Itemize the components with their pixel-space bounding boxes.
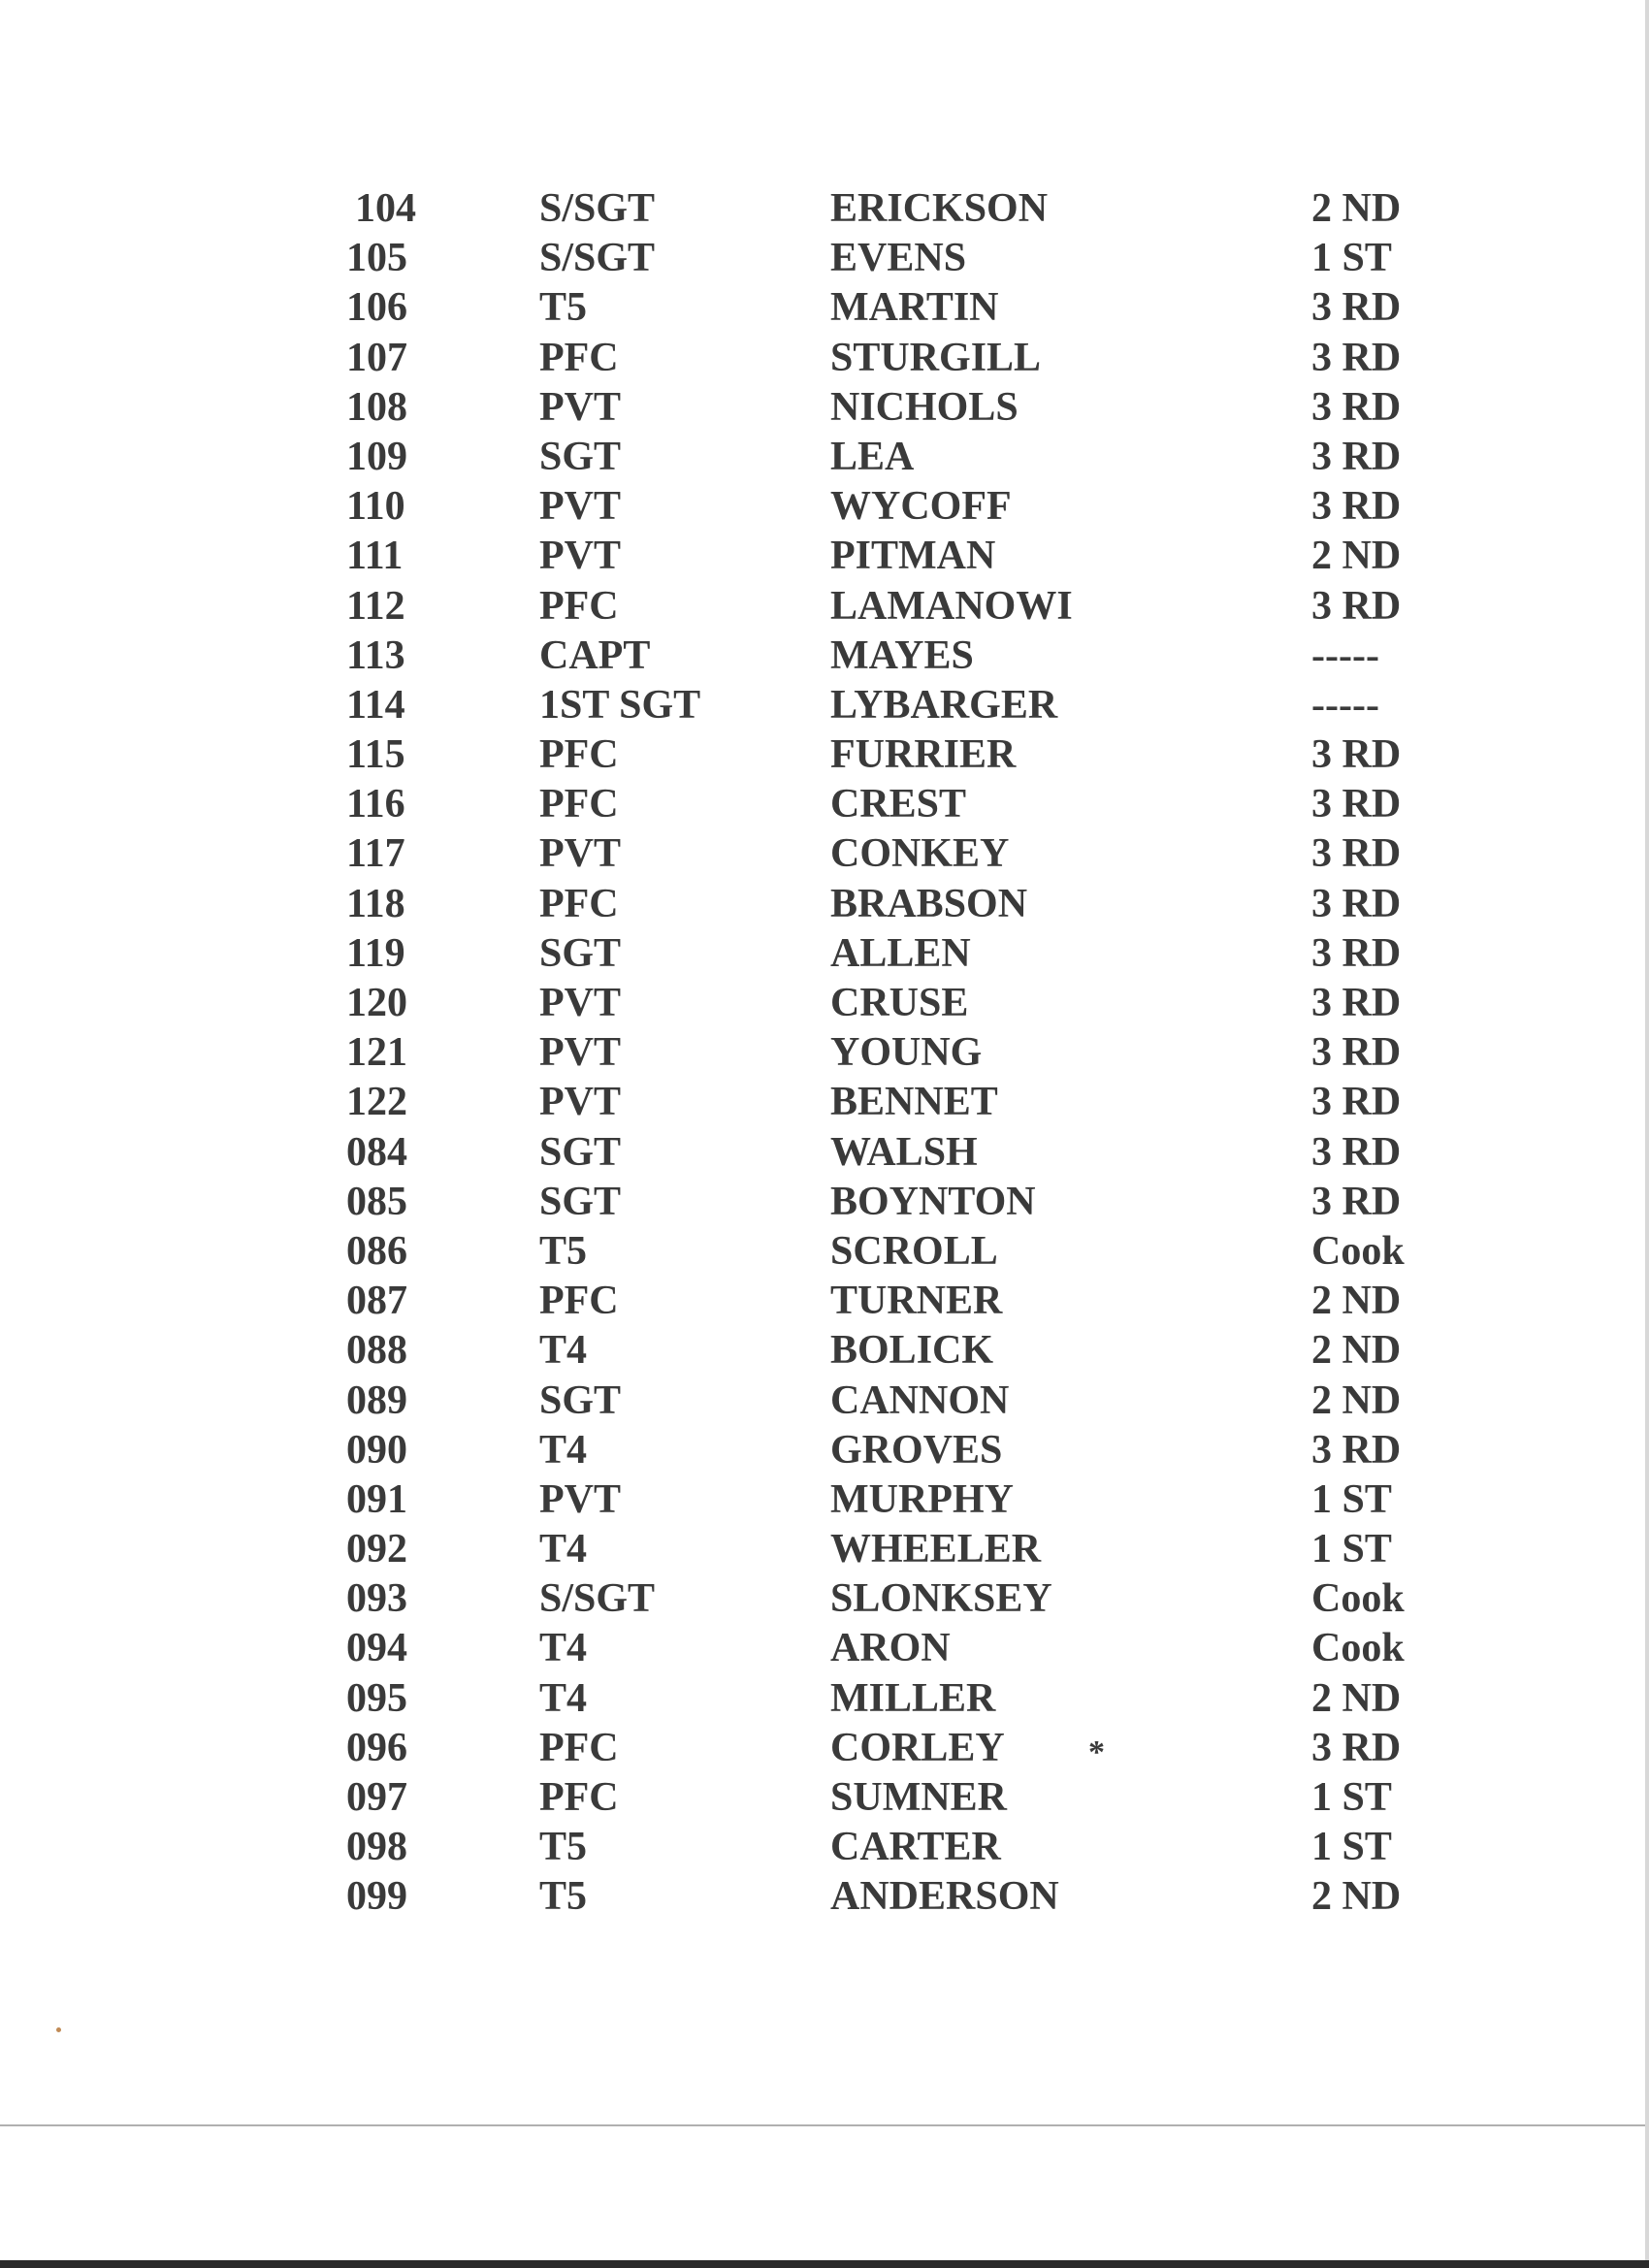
roster-class: 3 RD — [1311, 831, 1402, 877]
roster-rank: T4 — [539, 1427, 588, 1473]
roster-name: ERICKSON — [830, 186, 1049, 231]
roster-rank: PVT — [539, 484, 621, 530]
roster-rank: PFC — [539, 732, 619, 778]
roster-row — [0, 582, 1649, 632]
roster-class: 3 RD — [1311, 285, 1402, 331]
scan-speck — [56, 2027, 61, 2032]
roster-name: BOYNTON — [830, 1179, 1036, 1224]
roster-row — [0, 1128, 1649, 1178]
roster-number: 111 — [346, 534, 404, 579]
roster-row — [0, 1028, 1649, 1078]
roster-name: NICHOLS — [830, 384, 1018, 430]
roster-rank: T5 — [539, 1825, 588, 1870]
roster-name: WYCOFF — [830, 484, 1012, 530]
roster-number: 113 — [346, 632, 405, 678]
roster-row — [0, 1724, 1649, 1773]
roster-class: 3 RD — [1311, 583, 1402, 629]
roster-class: 3 RD — [1311, 335, 1402, 380]
roster-name: GROVES — [830, 1427, 1003, 1473]
roster-number: 089 — [346, 1377, 407, 1423]
roster-number: 098 — [346, 1825, 407, 1870]
roster-number: 120 — [346, 981, 407, 1025]
roster-name: MAYES — [830, 632, 974, 678]
roster-number: 115 — [346, 732, 405, 778]
roster-rank: PFC — [539, 1725, 619, 1770]
roster-name: LEA — [830, 434, 915, 479]
roster-class: 2 ND — [1311, 186, 1402, 231]
roster-number: 085 — [346, 1179, 407, 1224]
roster-number: 112 — [346, 583, 405, 629]
roster-class: 3 RD — [1311, 384, 1402, 430]
roster-row — [0, 383, 1649, 433]
roster-rank: PVT — [539, 1476, 621, 1522]
roster-rank: PFC — [539, 335, 619, 380]
roster-number: 117 — [346, 831, 405, 877]
roster-rank: PFC — [539, 1279, 619, 1324]
roster-rank: T5 — [539, 285, 588, 331]
roster-row — [0, 283, 1649, 333]
roster-class: 2 ND — [1311, 1874, 1402, 1920]
roster-class: ----- — [1311, 632, 1379, 678]
roster-row — [0, 681, 1649, 730]
roster-row — [0, 730, 1649, 780]
roster-name: LAMANOWI — [830, 583, 1073, 629]
roster-row — [0, 1624, 1649, 1673]
roster-rank: CAPT — [539, 632, 651, 678]
roster-number: 084 — [346, 1129, 407, 1175]
roster-number: 119 — [346, 930, 405, 976]
roster-rank: PVT — [539, 1030, 621, 1076]
roster-name: MARTIN — [830, 285, 999, 331]
roster-class: 3 RD — [1311, 1179, 1402, 1224]
roster-name: BOLICK — [830, 1328, 994, 1374]
roster-row — [0, 482, 1649, 532]
roster-class: 3 RD — [1311, 434, 1402, 479]
roster-number: 109 — [346, 434, 407, 479]
roster-number: 092 — [346, 1527, 407, 1572]
roster-number: 096 — [346, 1725, 407, 1770]
roster-number: 105 — [346, 236, 407, 281]
roster-class: 3 RD — [1311, 732, 1402, 778]
roster-row — [0, 1574, 1649, 1624]
roster-rank: SGT — [539, 1377, 622, 1423]
roster-name: LYBARGER — [830, 682, 1058, 728]
roster-number: 093 — [346, 1576, 407, 1622]
roster-row — [0, 234, 1649, 283]
roster-class: 3 RD — [1311, 1427, 1402, 1473]
roster-name: CANNON — [830, 1377, 1010, 1423]
roster-number: 097 — [346, 1775, 407, 1820]
page-edge-line — [0, 2124, 1649, 2126]
roster-class: 3 RD — [1311, 1080, 1402, 1125]
roster-name: CARTER — [830, 1825, 1001, 1870]
roster-class: 3 RD — [1311, 981, 1402, 1025]
roster-class: 2 ND — [1311, 1279, 1402, 1324]
roster-class: ----- — [1311, 682, 1379, 728]
roster-rank: PVT — [539, 384, 621, 430]
roster-number: 104 — [355, 186, 416, 231]
roster-rank: PVT — [539, 831, 621, 877]
roster-rank: PFC — [539, 782, 619, 827]
roster-rank: T4 — [539, 1626, 588, 1671]
roster-name: ARON — [830, 1626, 951, 1671]
roster-rank: PFC — [539, 583, 619, 629]
roster-name: ALLEN — [830, 930, 971, 976]
roster-rank: T5 — [539, 1228, 588, 1274]
scan-bottom-edge — [0, 2260, 1649, 2268]
roster-row — [0, 433, 1649, 482]
roster-class: 3 RD — [1311, 930, 1402, 976]
roster-class: 2 ND — [1311, 1377, 1402, 1423]
roster-class: 3 RD — [1311, 1129, 1402, 1175]
roster-class: 2 ND — [1311, 534, 1402, 579]
roster-row — [0, 1823, 1649, 1872]
roster-rank: SGT — [539, 434, 622, 479]
roster-name: STURGILL — [830, 335, 1042, 380]
roster-rank: PVT — [539, 981, 621, 1025]
roster-name: CONKEY — [830, 831, 1010, 877]
roster-name: WALSH — [830, 1129, 978, 1175]
roster-class: 3 RD — [1311, 782, 1402, 827]
roster-name: SCROLL — [830, 1228, 998, 1274]
roster-number: 091 — [346, 1476, 407, 1522]
roster-row — [0, 1674, 1649, 1724]
roster-name: BRABSON — [830, 881, 1028, 926]
roster-row — [0, 334, 1649, 383]
roster-name: FURRIER — [830, 732, 1017, 778]
roster-number: 114 — [346, 682, 405, 728]
roster-row — [0, 1525, 1649, 1574]
roster-name: ANDERSON — [830, 1874, 1059, 1920]
roster-rank: T4 — [539, 1328, 588, 1374]
roster-number: 116 — [346, 782, 405, 827]
roster-row — [0, 1475, 1649, 1525]
roster-number: 108 — [346, 384, 407, 430]
roster-class: Cook — [1311, 1626, 1405, 1671]
roster-name: YOUNG — [830, 1030, 983, 1076]
roster-number: 095 — [346, 1675, 407, 1721]
roster-row — [0, 1872, 1649, 1922]
roster-row — [0, 1326, 1649, 1376]
roster-class: 3 RD — [1311, 484, 1402, 530]
roster-number: 099 — [346, 1874, 407, 1920]
roster-rank: PFC — [539, 881, 619, 926]
roster-rank: PVT — [539, 1080, 621, 1125]
scan-right-edge — [1645, 0, 1649, 2268]
roster-name: TURNER — [830, 1279, 1003, 1324]
asterisk-mark: * — [1088, 1733, 1105, 1770]
roster-name: MILLER — [830, 1675, 996, 1721]
roster-name: CRUSE — [830, 981, 969, 1025]
roster-rank: SGT — [539, 1179, 622, 1224]
roster-row — [0, 1277, 1649, 1326]
roster-rank: T4 — [539, 1675, 588, 1721]
roster-list — [0, 184, 1649, 1923]
roster-row — [0, 1178, 1649, 1227]
roster-number: 121 — [346, 1030, 407, 1076]
roster-number: 106 — [346, 285, 407, 331]
roster-row — [0, 929, 1649, 979]
roster-number: 118 — [346, 881, 405, 926]
roster-row — [0, 1227, 1649, 1277]
roster-class: 1 ST — [1311, 236, 1392, 281]
roster-number: 090 — [346, 1427, 407, 1473]
roster-class: Cook — [1311, 1228, 1405, 1274]
roster-class: 1 ST — [1311, 1527, 1392, 1572]
roster-rank: SGT — [539, 930, 622, 976]
roster-class: 3 RD — [1311, 881, 1402, 926]
roster-rank: PFC — [539, 1775, 619, 1820]
roster-name: EVENS — [830, 236, 967, 281]
roster-class: 1 ST — [1311, 1775, 1392, 1820]
roster-number: 086 — [346, 1228, 407, 1274]
roster-row — [0, 780, 1649, 829]
roster-number: 087 — [346, 1279, 407, 1324]
roster-number: 110 — [346, 484, 405, 530]
roster-name: SUMNER — [830, 1775, 1008, 1820]
roster-row — [0, 184, 1649, 234]
roster-rank: S/SGT — [539, 186, 656, 231]
roster-row — [0, 632, 1649, 681]
roster-row — [0, 1426, 1649, 1475]
roster-rank: S/SGT — [539, 1576, 656, 1622]
roster-rank: PVT — [539, 534, 621, 579]
roster-number: 122 — [346, 1080, 407, 1125]
roster-row — [0, 1078, 1649, 1127]
roster-rank: SGT — [539, 1129, 622, 1175]
roster-name: PITMAN — [830, 534, 996, 579]
roster-row — [0, 1377, 1649, 1426]
roster-rank: T4 — [539, 1527, 588, 1572]
roster-rank: T5 — [539, 1874, 588, 1920]
roster-number: 094 — [346, 1626, 407, 1671]
roster-row — [0, 532, 1649, 581]
roster-class: 2 ND — [1311, 1328, 1402, 1374]
roster-name: BENNET — [830, 1080, 998, 1125]
roster-number: 088 — [346, 1328, 407, 1374]
roster-class: Cook — [1311, 1576, 1405, 1622]
roster-row — [0, 979, 1649, 1028]
roster-name: WHEELER — [830, 1527, 1042, 1572]
roster-name: CREST — [830, 782, 967, 827]
roster-row — [0, 880, 1649, 929]
roster-class: 3 RD — [1311, 1725, 1402, 1770]
roster-name: SLONKSEY — [830, 1576, 1052, 1622]
roster-number: 107 — [346, 335, 407, 380]
roster-class: 1 ST — [1311, 1476, 1392, 1522]
roster-class: 3 RD — [1311, 1030, 1402, 1076]
roster-name: CORLEY — [830, 1725, 1005, 1770]
roster-class: 2 ND — [1311, 1675, 1402, 1721]
roster-row — [0, 1773, 1649, 1823]
roster-row — [0, 829, 1649, 879]
roster-rank: S/SGT — [539, 236, 656, 281]
roster-name: MURPHY — [830, 1476, 1014, 1522]
roster-rank: 1ST SGT — [539, 682, 701, 728]
roster-class: 1 ST — [1311, 1825, 1392, 1870]
